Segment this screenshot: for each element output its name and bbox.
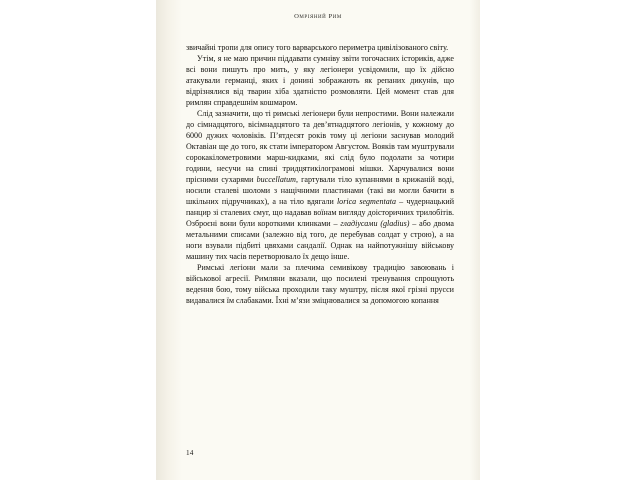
running-head: Омріяний Рим xyxy=(294,13,342,20)
paragraph xyxy=(186,262,454,306)
text-run: , гартували тіло купаннями в крижаній воді, носили сталеві шоломи з нащічними пластинами (такі ви могли бачити в шкільних підручниках), а на тіло вдягали xyxy=(186,175,454,206)
latin-term: гладіусами (gladius) xyxy=(340,219,410,228)
text-run: Слід зазначити, що ті римські легіонери були непростими. Вони належали до сімнадцятого, вісімнадцятого та дев’ятнадцятого легіонів, у кожному до 6000 дужих чоловіків. П’ятдесят років тому ці легіони заснував молодий Октавіан ще до того, як стати імператором Августом. Вояків там муштрували сорокакілометровими марш-кидками, які слід було подолати за чотири години, несучи на спині тридцятикілограмові мішки. Харчувалися вони прісними сухарями xyxy=(186,109,454,184)
text-run: – чудернацький панцир зі сталевих смуг, що надавав воїнам вигляду доісторичних трилобітів. Озброєні вони були короткими клинками – xyxy=(186,197,455,228)
latin-term: buccellatum xyxy=(256,175,296,184)
text-run: звичайні тропи для опису того варварського периметра цивілізованого світу. xyxy=(186,43,449,52)
paragraph xyxy=(186,42,454,53)
page-number: 14 xyxy=(186,449,194,457)
book-page xyxy=(156,0,480,480)
paragraph xyxy=(186,53,454,108)
paragraph xyxy=(186,108,454,262)
text-run: Римські легіони мали за плечима семивікову традицію завоювань і військової агресії. Римляни вказали, що посилені тренування спрощують ведення бою, тому війська проходили таку муштру, після якої грізні прусси видавалися їм слабаками. Їхні м’язи зміцнювалися за допомогою копання xyxy=(186,263,454,305)
latin-term: lorica segmentata xyxy=(336,197,396,206)
text-run: – або двома метальними списами (залежно від того, де перебував солдат у строю), а на ноги взували підбиті цвяхами сандалії. Однак на найпотужнішу військову машину тих часів перетворювало їх дещо інше. xyxy=(186,219,455,261)
page-gutter-shadow xyxy=(156,0,182,480)
text-run: Утім, я не маю причин піддавати сумніву звіти тогочасних істориків, адже всі вони пишуть про мить, у яку легіонери усвідомили, що їх дійсно атакували германці, яких і донині зображають як репаних дикунів, що відрізнялися від тварин хіба здатністю розмовляти. Цей момент став для римлян справдешнім кошмаром. xyxy=(186,54,454,107)
page-text-block xyxy=(186,42,454,306)
page-outer-edge-shadow xyxy=(470,0,480,480)
